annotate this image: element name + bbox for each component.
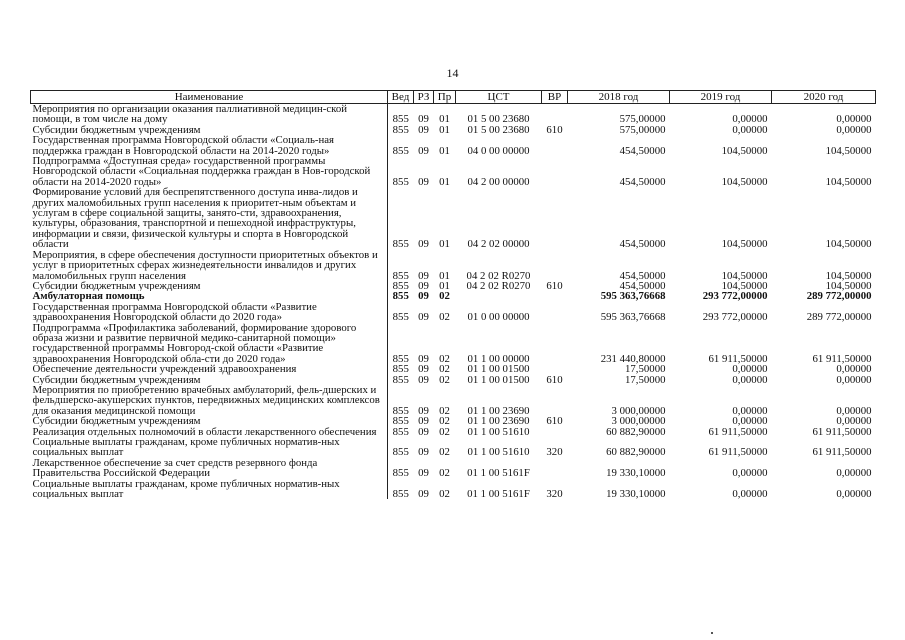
table-row — [31, 437, 876, 458]
cell-pr: 01 — [439, 269, 450, 281]
cell-pr: 02 — [439, 426, 450, 437]
cell-name: Государственная программа Новгородской области «Социаль-ная поддержка граждан в Новгородской области на 2014-2020 годы» — [32, 135, 335, 157]
cell-2018: 3 000,00000 — [611, 404, 666, 417]
table-body — [31, 104, 876, 500]
cell-vr — [542, 135, 568, 156]
cell-pr: 02 — [439, 446, 450, 458]
cell-2020: 61 911,50000 — [812, 446, 872, 458]
cell-2018: 60 882,90000 — [606, 446, 666, 458]
cell-2019: 0,00000 — [732, 374, 768, 385]
cell-vr — [542, 458, 568, 479]
cell-ved: 855 — [388, 104, 414, 125]
cell-vr — [542, 427, 568, 437]
cell-name: Мероприятия по организации оказания паллиативной медицин-ской помощи, в том числе на дому — [32, 103, 348, 125]
table-row — [31, 125, 876, 135]
cell-ved: 855 — [388, 375, 414, 385]
cell-vr — [542, 364, 568, 374]
cell-cst: 04 0 00 00000 — [467, 144, 530, 157]
cell-cst: 04 2 02 R0270 — [466, 280, 531, 292]
cell-rz: 09 — [418, 113, 429, 125]
cell-2018: 454,50000 — [619, 238, 666, 250]
cell-name: Подпрограмма «Доступная среда» государственной программы Новгородской области «Социальная поддержка граждан в Нов-городской области на 2014-2020 годы» — [32, 156, 371, 188]
cell-cst: 01 5 00 23680 — [467, 124, 530, 136]
cell-pr: 02 — [439, 374, 450, 385]
cell-rz: 09 — [418, 144, 429, 157]
table-row — [31, 156, 876, 187]
cell-vr: 610 — [546, 124, 563, 136]
cell-2020: 0,00000 — [836, 488, 872, 500]
cell-ved: 855 — [388, 125, 414, 135]
cell-rz: 09 — [418, 175, 429, 188]
cell-2018: 17,50000 — [625, 364, 666, 375]
cell-2018: 19 330,10000 — [606, 467, 666, 479]
cell-rz: 09 — [418, 124, 429, 136]
cell-2020: 0,00000 — [836, 374, 872, 385]
cell-name: Обеспечение деятельности учреждений здравоохранения — [32, 364, 297, 375]
cell-vr — [542, 187, 568, 249]
cell-2020: 104,50000 — [825, 175, 872, 188]
table-row — [31, 385, 876, 416]
cell-name: Мероприятия, в сфере обеспечения доступности приоритетных объектов и услуг в приоритетных сферах жизнедеятельности инвалидов и других маломобильных групп населения — [32, 249, 378, 281]
cell-pr: 02 — [439, 364, 450, 375]
cell-cst: 04 2 02 R0270 — [466, 269, 531, 281]
cell-rz: 09 — [418, 426, 429, 437]
cell-2020: 289 772,00000 — [806, 291, 872, 302]
table-row — [31, 281, 876, 291]
cell-name: Субсидии бюджетным учреждениям — [32, 374, 201, 385]
cell-name: Субсидии бюджетным учреждениям — [32, 124, 201, 136]
cell-vr: 610 — [546, 416, 563, 427]
cell-2018: 60 882,90000 — [606, 426, 666, 437]
cell-cst — [456, 291, 542, 301]
cell-2020: 0,00000 — [836, 113, 872, 125]
cell-pr: 01 — [439, 124, 450, 136]
cell-name: Подпрограмма «Профилактика заболеваний, формирование здорового образа жизни и развитие первичной медико-санитарной помощи» государственной программы Новгород-ской области «Развитие здравоохранения Новгородской обла-сти до 2020 года» — [32, 322, 357, 365]
cell-2020: 61 911,50000 — [812, 426, 872, 437]
cell-rz: 09 — [418, 374, 429, 385]
cell-2019: 61 911,50000 — [708, 352, 768, 365]
cell-name: Реализация отдельных полномочий в области лекарственного обеспечения — [32, 426, 377, 437]
cell-2019: 104,50000 — [721, 175, 768, 188]
cell-cst: 01 1 00 51610 — [467, 446, 530, 458]
cell-rz: 09 — [418, 446, 429, 458]
cell-2019: 293 772,00000 — [702, 311, 768, 323]
cell-pr: 02 — [439, 467, 450, 479]
header-vr: ВР — [542, 91, 568, 104]
cell-2020: 0,00000 — [836, 124, 872, 136]
header-name: Наименование — [31, 91, 388, 104]
cell-ved: 855 — [388, 250, 414, 281]
cell-ved: 855 — [388, 416, 414, 426]
cell-cst: 01 1 00 23690 — [467, 416, 530, 427]
cell-ved: 855 — [388, 385, 414, 416]
cell-2019: 0,00000 — [732, 488, 768, 500]
cell-ved: 855 — [388, 291, 414, 301]
cell-2020: 104,50000 — [825, 280, 872, 292]
cell-2020: 104,50000 — [825, 238, 872, 250]
cell-name: Лекарственное обеспечение за счет средств резервного фонда Правительства Российской Федерации — [32, 457, 318, 479]
table-row — [31, 250, 876, 281]
cell-2018: 454,50000 — [619, 269, 666, 281]
cell-pr: 02 — [439, 352, 450, 365]
table-row — [31, 302, 876, 323]
page-number: 14 — [446, 66, 459, 80]
cell-cst: 01 5 00 23680 — [467, 113, 530, 125]
cell-2020: 0,00000 — [836, 364, 872, 375]
cell-2019: 0,00000 — [732, 404, 768, 417]
cell-rz: 09 — [418, 311, 429, 323]
cell-name: Амбулаторная помощь — [32, 291, 145, 302]
cell-vr: 320 — [546, 488, 563, 500]
cell-2018: 17,50000 — [625, 374, 666, 385]
cell-name: Формирование условий для беспрепятственного доступа инва-лидов и других маломобильных групп населения к приоритет-ным объектам и услугам в сфере социальной защиты, занято-сти, здравоохранения, культуры, образования, транспортной и пешеходной инфраструктуры, информации и связи, физической культуры и спорта в Новгородской области — [32, 187, 358, 250]
cell-2020: 289 772,00000 — [806, 311, 872, 323]
header-rz: РЗ — [414, 91, 434, 104]
cell-cst: 01 1 00 01500 — [467, 364, 530, 375]
cell-2020: 0,00000 — [836, 467, 872, 479]
cell-2020: 104,50000 — [825, 269, 872, 281]
cell-ved: 855 — [388, 364, 414, 374]
cell-pr: 01 — [439, 280, 450, 292]
budget-table — [30, 90, 876, 499]
cell-vr — [542, 385, 568, 416]
cell-pr: 01 — [439, 113, 450, 125]
cell-pr: 01 — [439, 238, 450, 250]
cell-ved: 855 — [388, 479, 414, 500]
table-row — [31, 458, 876, 479]
cell-vr: 610 — [546, 374, 563, 385]
cell-2019: 0,00000 — [732, 364, 768, 375]
table-row — [31, 135, 876, 156]
table-row — [31, 427, 876, 437]
cell-vr — [542, 104, 568, 125]
cell-vr — [542, 302, 568, 323]
cell-cst: 01 1 00 01500 — [467, 374, 530, 385]
scan-mark — [711, 632, 713, 634]
cell-name: Социальные выплаты гражданам, кроме публичных норматив-ных социальных выплат — [32, 437, 340, 458]
cell-rz: 09 — [418, 269, 429, 281]
cell-2020: 61 911,50000 — [812, 352, 872, 365]
table-row — [31, 291, 876, 301]
cell-2018: 231 440,80000 — [600, 352, 666, 365]
table-row — [31, 364, 876, 374]
cell-cst: 04 2 02 00000 — [467, 238, 530, 250]
cell-2018: 595 363,76668 — [600, 311, 666, 323]
cell-cst: 01 1 00 23690 — [467, 404, 530, 417]
cell-cst: 01 1 00 5161F — [467, 467, 530, 479]
cell-rz: 09 — [418, 467, 429, 479]
cell-2019: 293 772,00000 — [702, 291, 768, 302]
cell-2020: 104,50000 — [825, 144, 872, 157]
cell-rz: 09 — [418, 364, 429, 375]
cell-pr: 02 — [439, 416, 450, 427]
cell-pr: 02 — [439, 311, 450, 323]
cell-2018: 575,00000 — [619, 113, 666, 125]
cell-rz: 09 — [418, 404, 429, 417]
cell-ved: 855 — [388, 187, 414, 249]
cell-ved: 855 — [388, 437, 414, 458]
cell-2019: 104,50000 — [721, 238, 768, 250]
cell-2019: 0,00000 — [732, 467, 768, 479]
cell-rz: 09 — [418, 291, 429, 302]
cell-cst: 04 2 00 00000 — [467, 175, 530, 188]
header-2019: 2019 год — [670, 91, 772, 104]
table-row — [31, 416, 876, 426]
cell-name: Социальные выплаты гражданам, кроме публичных норматив-ных социальных выплат — [32, 478, 340, 500]
cell-name: Субсидии бюджетным учреждениям — [32, 280, 201, 292]
cell-pr: 01 — [439, 175, 450, 188]
cell-2019: 104,50000 — [721, 269, 768, 281]
cell-2018: 3 000,00000 — [611, 416, 666, 427]
cell-2019: 0,00000 — [732, 416, 768, 427]
cell-2020: 0,00000 — [836, 416, 872, 427]
cell-ved: 855 — [388, 156, 414, 187]
cell-2018: 575,00000 — [619, 124, 666, 136]
cell-ved: 855 — [388, 281, 414, 291]
cell-ved: 855 — [388, 458, 414, 479]
cell-rz: 09 — [418, 352, 429, 365]
cell-cst: 01 1 00 51610 — [467, 426, 530, 437]
cell-pr: 02 — [439, 404, 450, 417]
cell-2018: 595 363,76668 — [600, 291, 666, 302]
cell-rz: 09 — [418, 488, 429, 500]
table-row — [31, 375, 876, 385]
cell-pr: 01 — [439, 144, 450, 157]
cell-2019: 61 911,50000 — [708, 426, 768, 437]
cell-2019: 0,00000 — [732, 113, 768, 125]
cell-2019: 104,50000 — [721, 280, 768, 292]
cell-2020: 0,00000 — [836, 404, 872, 417]
cell-cst: 01 0 00 00000 — [467, 311, 530, 323]
table-row — [31, 187, 876, 249]
cell-rz: 09 — [418, 416, 429, 427]
cell-name: Государственная программа Новгородской области «Развитие здравоохранения Новгородской области до 2020 года» — [32, 301, 317, 323]
cell-2018: 454,50000 — [619, 175, 666, 188]
cell-vr — [542, 291, 568, 301]
cell-vr — [542, 250, 568, 281]
cell-vr — [542, 323, 568, 365]
cell-2019: 61 911,50000 — [708, 446, 768, 458]
table-header — [31, 91, 876, 104]
cell-vr: 320 — [546, 446, 563, 458]
cell-vr: 610 — [546, 280, 563, 292]
cell-cst: 01 1 00 5161F — [467, 488, 530, 500]
header-pr: Пр — [434, 91, 456, 104]
cell-2019: 0,00000 — [732, 124, 768, 136]
cell-rz: 09 — [418, 238, 429, 250]
header-2020: 2020 год — [772, 91, 876, 104]
header-ved: Вед — [388, 91, 414, 104]
table-row — [31, 479, 876, 500]
cell-ved: 855 — [388, 427, 414, 437]
cell-ved: 855 — [388, 302, 414, 323]
cell-2018: 19 330,10000 — [606, 488, 666, 500]
cell-pr: 02 — [439, 488, 450, 500]
cell-rz: 09 — [418, 280, 429, 292]
cell-name: Мероприятия по приобретению врачебных амбулаторий, фель-дшерских и фельдшерско-акушерских пунктов, передвижных медицинских комплексов для оказания медицинской помощи — [32, 384, 380, 417]
cell-cst: 01 1 00 00000 — [467, 352, 530, 365]
table-row — [31, 323, 876, 365]
cell-ved: 855 — [388, 135, 414, 156]
header-2018: 2018 год — [568, 91, 670, 104]
cell-name: Субсидии бюджетным учреждениям — [32, 416, 201, 427]
cell-pr: 02 — [439, 291, 450, 302]
cell-ved: 855 — [388, 323, 414, 365]
cell-vr — [542, 156, 568, 187]
header-cst: ЦСТ — [456, 91, 542, 104]
cell-2018: 454,50000 — [619, 280, 666, 292]
cell-2019: 104,50000 — [721, 144, 768, 157]
table-row — [31, 104, 876, 125]
cell-2018: 454,50000 — [619, 144, 666, 157]
